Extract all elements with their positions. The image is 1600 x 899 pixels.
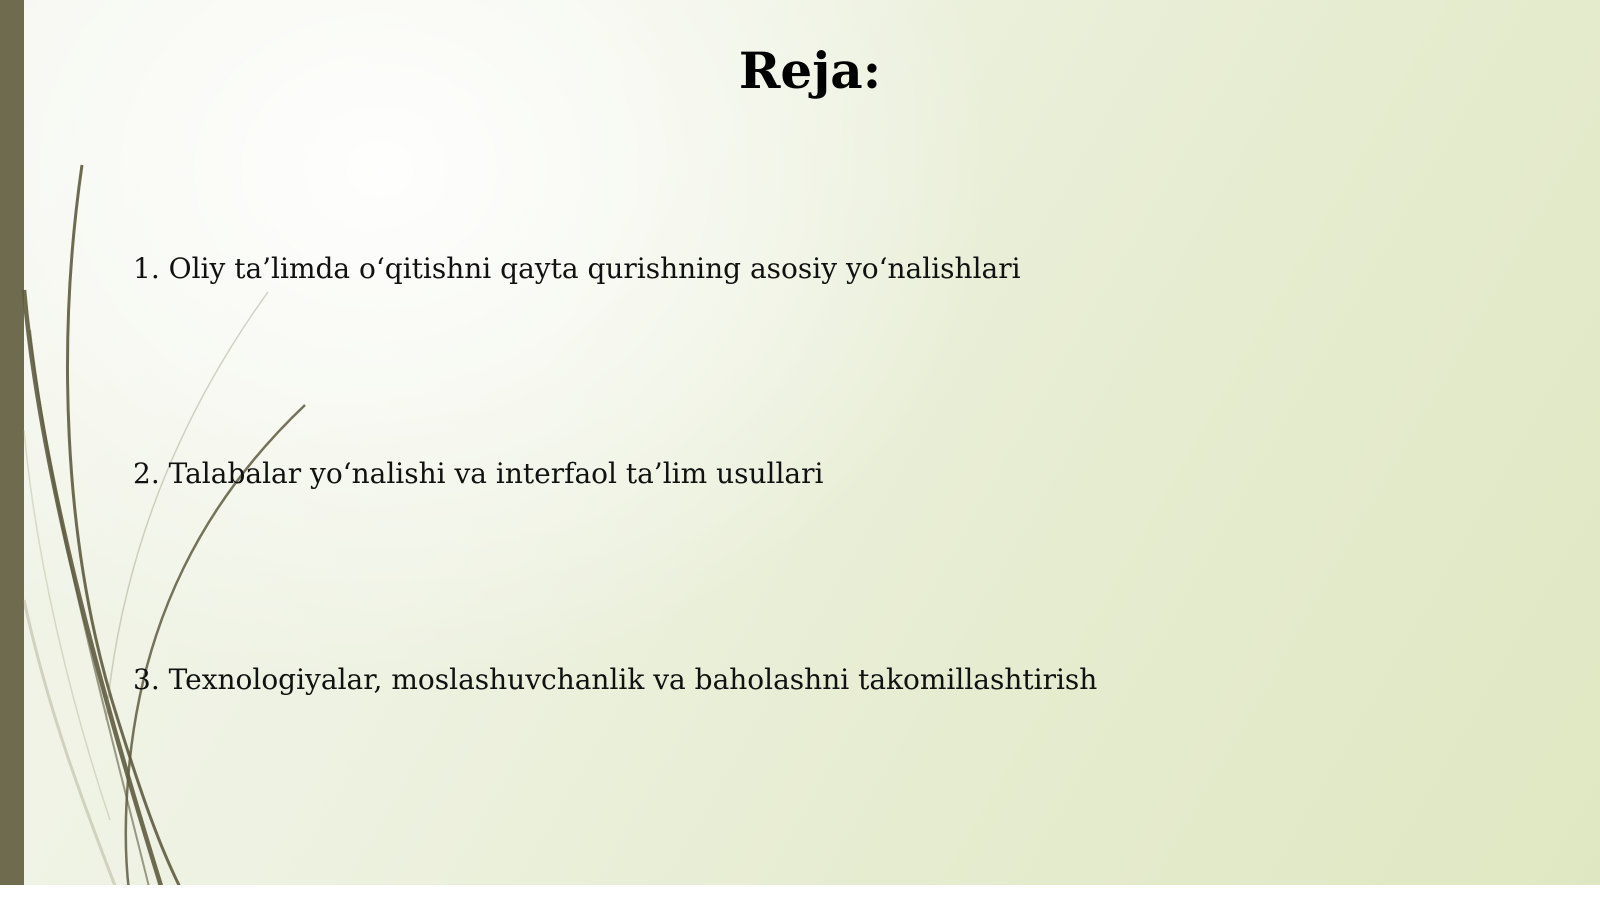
- agenda-item-3: 3. Texnologiyalar, moslashuvchanlik va baholashni takomillashtirish: [133, 663, 1098, 696]
- agenda-item-2: 2. Talabalar yo‘nalishi va interfaol ta’lim usullari: [133, 457, 824, 490]
- bottom-edge: [0, 885, 1600, 899]
- accent-bar: [0, 0, 24, 899]
- agenda-item-1: 1. Oliy ta’limda o‘qitishni qayta qurishning asosiy yo‘nalishlari: [133, 252, 1021, 285]
- grass-decoration: [0, 0, 340, 899]
- slide-title: Reja:: [738, 41, 882, 100]
